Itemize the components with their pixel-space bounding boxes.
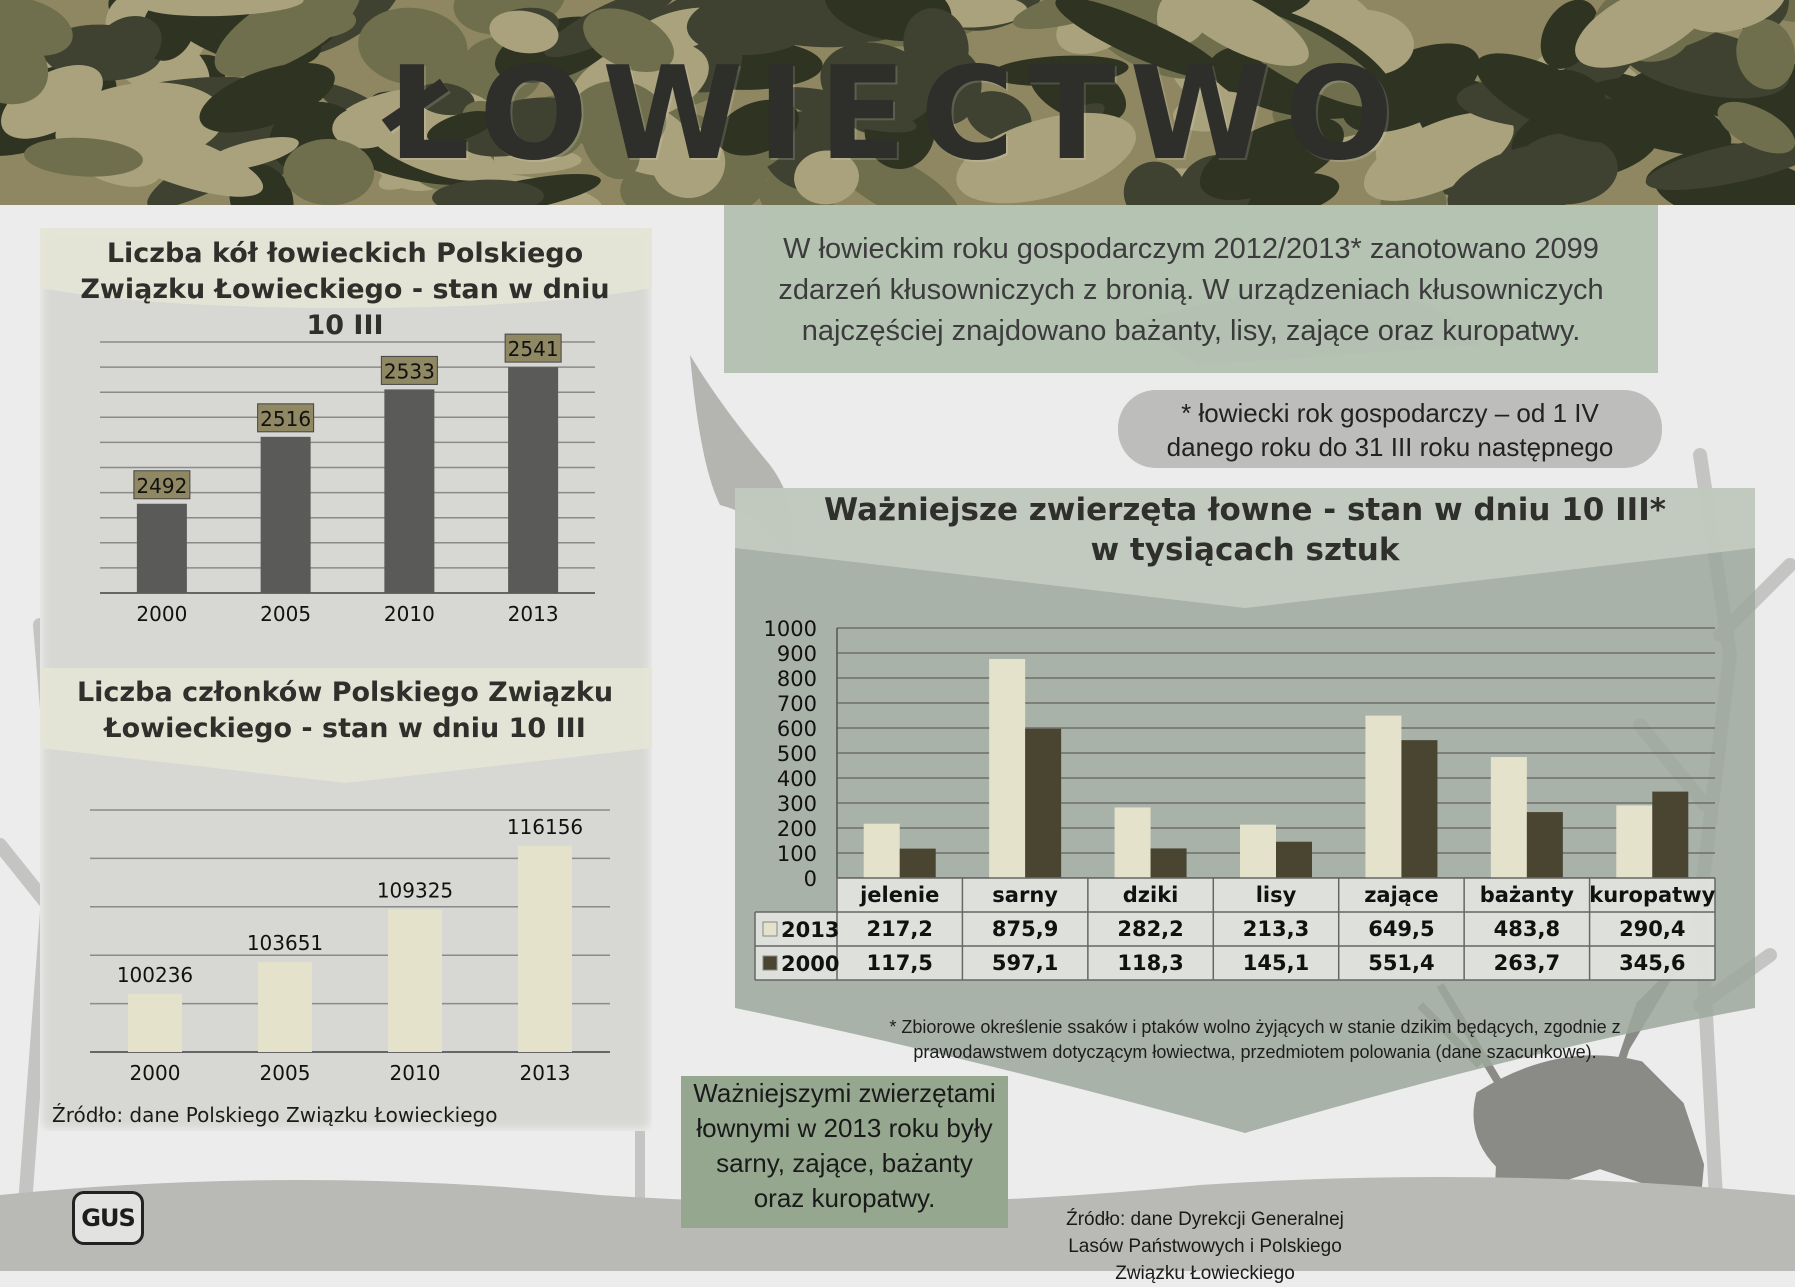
bar-2005 [261, 437, 311, 593]
page-title: ŁOWIECTWO [387, 40, 1408, 189]
table-value-2000-bażanty: 263,7 [1493, 951, 1561, 975]
table-value-2013-bażanty: 483,8 [1493, 917, 1561, 941]
y-tick-100: 100 [776, 842, 817, 866]
legend-swatch-2013 [763, 922, 777, 936]
chart3-plot [745, 610, 1725, 990]
bar-2013-zające [1365, 716, 1401, 878]
chart3-title: Ważniejsze zwierzęta łowne - stan w dniu 10 III* [824, 492, 1666, 528]
value-label-2000: 100236 [116, 962, 194, 987]
table-value-2013-kuropatwy: 290,4 [1619, 917, 1686, 941]
left-source: Źródło: dane Polskiego Związku Łowieckiego [52, 1103, 498, 1127]
chart1-plot [100, 320, 610, 630]
right-source: Źródło: dane Dyrekcji Generalnej Lasów Państwowych i Polskiego Związku Łowieckiego [1066, 1209, 1344, 1284]
tick-label-2010: 2010 [383, 602, 435, 626]
right-footnote: * Zbiorowe określenie ssaków i ptaków wolno żyjących w stanie dzikim będących, zgodnie z prawodawstwem dotyczącym łowiectwa, przedmiotem polowania (dane szacunkowe). [889, 1017, 1621, 1062]
value-label-2010: 2533 [383, 359, 435, 384]
category-lisy: lisy [1255, 883, 1297, 907]
value-label-2000: 2492 [136, 473, 188, 498]
bar-2000-jelenie [900, 849, 936, 878]
table-value-2000-dziki: 118,3 [1117, 951, 1184, 975]
chart2-plot [90, 790, 620, 1090]
bar-2000-lisy [1276, 842, 1312, 878]
summary-box-text: Ważniejszymi zwierzętami łownymi w 2013 roku były sarny, zające, bażanty oraz kuropatwy. [693, 1078, 996, 1213]
category-zające: zające [1364, 883, 1439, 907]
y-tick-400: 400 [776, 767, 817, 791]
tick-label-2000: 2000 [136, 602, 188, 626]
table-value-2013-zające: 649,5 [1368, 917, 1435, 941]
y-tick-900: 900 [776, 642, 817, 666]
table-value-2000-lisy: 145,1 [1242, 951, 1310, 975]
legend-label-2000: 2000 [781, 952, 840, 976]
legend-label-2013: 2013 [781, 918, 840, 942]
bar-2000 [128, 994, 182, 1052]
table-value-2000-jelenie: 117,5 [866, 951, 933, 975]
bar-2000-kuropatwy [1652, 792, 1688, 878]
tick-label-2005: 2005 [259, 1061, 311, 1085]
y-tick-0: 0 [803, 867, 817, 891]
gus-logo [72, 1191, 144, 1245]
category-jelenie: jelenie [860, 883, 940, 907]
summary-box [681, 1076, 1008, 1228]
tick-label-2005: 2005 [260, 602, 312, 626]
category-dziki: dziki [1122, 883, 1179, 907]
value-label-2005: 2516 [260, 406, 312, 431]
value-label-2013: 116156 [506, 814, 584, 839]
category-kuropatwy: kuropatwy [1589, 883, 1716, 907]
value-label-2005: 103651 [246, 931, 324, 956]
gus-logo-text: GUS [81, 1204, 135, 1232]
chart3-subtitle: w tysiącach sztuk [1090, 532, 1400, 568]
bar-2013-lisy [1240, 825, 1276, 878]
chart1-title: Liczba kół łowieckich Polskiego Związku Łowieckiego - stan w dniu 10 III [80, 238, 610, 341]
table-value-2000-kuropatwy: 345,6 [1619, 951, 1686, 975]
y-tick-200: 200 [776, 817, 817, 841]
bar-2000-dziki [1151, 848, 1187, 878]
table-value-2000-zające: 551,4 [1368, 951, 1435, 975]
tick-label-2013: 2013 [519, 1061, 571, 1085]
bar-2010 [384, 389, 434, 593]
info-box [724, 205, 1658, 373]
legend-swatch-2000 [763, 956, 777, 970]
info-box-text: W łowieckim roku gospodarczym 2012/2013* zanotowano 2099 zdarzeń kłusowniczych z bronią. W urządzeniach kłusowniczych najczęściej znajdowano bażanty, lisy, zające oraz kuropatwy. [778, 233, 1604, 347]
bar-2000-sarny [1025, 729, 1061, 878]
bar-2013-jelenie [864, 824, 900, 878]
bar-2013-dziki [1115, 807, 1151, 878]
bar-2013-sarny [989, 659, 1025, 878]
bar-2000 [137, 504, 187, 593]
bar-2013 [508, 367, 558, 593]
bar-2013-bażanty [1491, 757, 1527, 878]
category-sarny: sarny [992, 883, 1058, 907]
header-banner [0, 0, 1795, 205]
bar-2000-zające [1401, 740, 1437, 878]
y-tick-600: 600 [776, 717, 817, 741]
chart2-title: Liczba członków Polskiego Związku Łowieckiego - stan w dniu 10 III [76, 677, 614, 744]
value-label-2013: 2541 [507, 337, 559, 362]
y-tick-700: 700 [776, 692, 817, 716]
table-value-2013-dziki: 282,2 [1117, 917, 1184, 941]
tick-label-2000: 2000 [129, 1061, 181, 1085]
table-value-2013-sarny: 875,9 [991, 917, 1059, 941]
table-value-2013-jelenie: 217,2 [866, 917, 933, 941]
tick-label-2013: 2013 [507, 602, 559, 626]
y-tick-300: 300 [776, 792, 817, 816]
value-label-2010: 109325 [376, 878, 454, 903]
y-tick-500: 500 [776, 742, 817, 766]
footnote-box [1118, 390, 1662, 468]
table-value-2013-lisy: 213,3 [1242, 917, 1310, 941]
bar-2013-kuropatwy [1616, 805, 1652, 878]
bar-2005 [258, 962, 312, 1052]
y-tick-1000: 1000 [763, 617, 817, 641]
bar-2013 [518, 846, 572, 1052]
table-value-2000-sarny: 597,1 [991, 951, 1059, 975]
bar-2000-bażanty [1527, 812, 1563, 878]
bar-2010 [388, 909, 442, 1052]
category-bażanty: bażanty [1479, 883, 1574, 907]
y-tick-800: 800 [776, 667, 817, 691]
footnote-box-text: * łowiecki rok gospodarczy – od 1 IV danego roku do 31 III roku następnego [1166, 398, 1614, 462]
tick-label-2010: 2010 [389, 1061, 441, 1085]
